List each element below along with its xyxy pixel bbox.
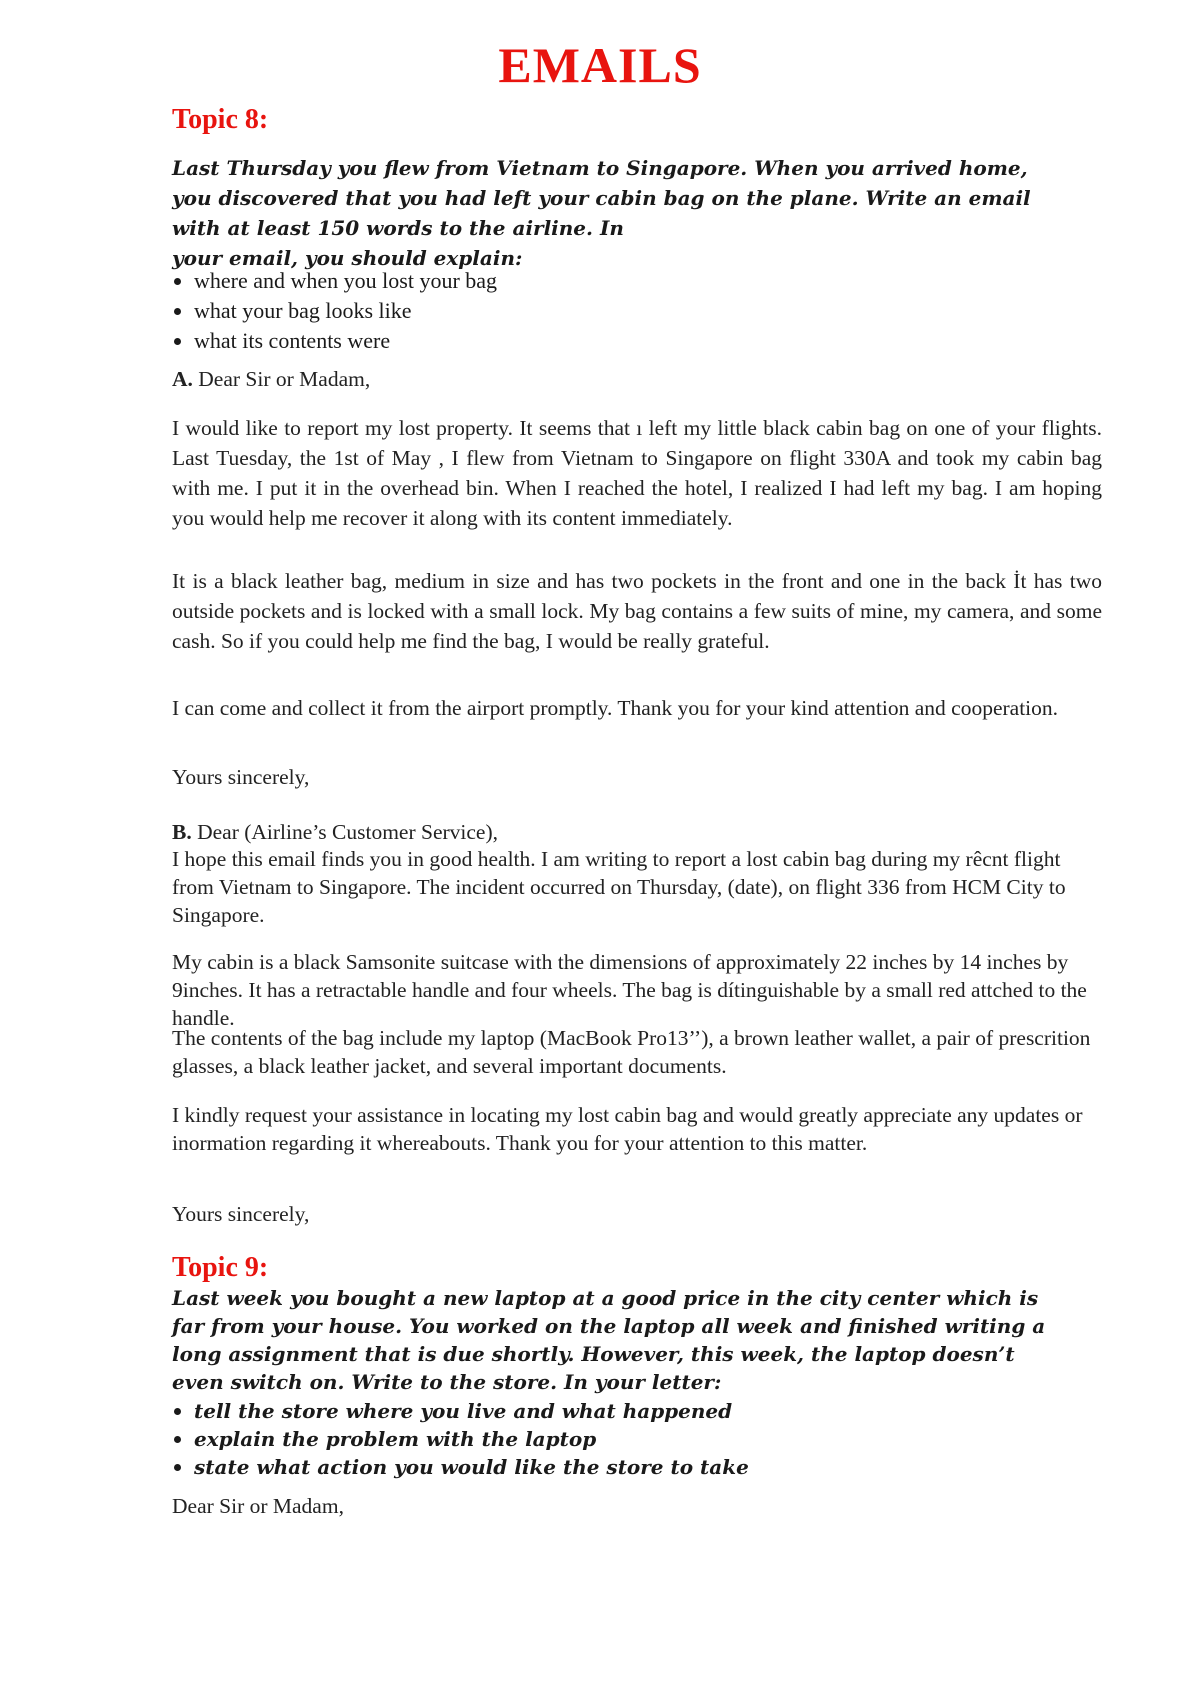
closing: Yours sincerely, — [172, 1202, 310, 1226]
greeting: Dear Sir or Madam, — [172, 1494, 344, 1518]
topic-9-greeting — [172, 1492, 1102, 1520]
topic-8-section — [172, 104, 1102, 136]
paragraph: It is a black leather bag, medium in size and has two pockets in the front and one in the back İt has two outside pockets and is locked with a small lock. My bag contains a few suits of mine, my camera, and some cash. So if you could help me find the bag, I would be really grateful. — [172, 569, 1102, 653]
paragraph: I kindly request your assistance in locating my lost cabin bag and would greatly appreciate any updates or inormation regarding it whereabouts. Thank you for your attention to this matter. — [172, 1103, 1083, 1155]
bullet-icon — [174, 338, 181, 345]
topic-9-prompt — [172, 1284, 1102, 1396]
answer-a-greeting-text: Dear Sir or Madam, — [192, 367, 371, 391]
topic-9-bullets — [172, 1397, 1102, 1481]
paragraph: The contents of the bag include my laptop (MacBook Pro13’’), a brown leather wallet, a pair of prescrition glasses, a black leather jacket, and several important documents. — [172, 1026, 1091, 1078]
answer-a-label: A. — [172, 367, 193, 391]
list-item: what its contents were — [172, 326, 1102, 356]
list-item: tell the store where you live and what happened — [172, 1397, 1102, 1425]
paragraph: I would like to report my lost property. It seems that ı left my little black cabin bag on one of your flights. Last Tuesday, the 1st of May , I flew from Vietnam to Singapore on flight 330A and took my cabin bag with me. I put it in the overhead bin. When I reached the hotel, I realized I had left my bag. I am hoping you would help me recover it along with its content immediately. — [172, 416, 1102, 530]
topic-8-bullets — [172, 266, 1102, 356]
closing: Yours sincerely, — [172, 765, 310, 789]
bullet-icon — [174, 1436, 181, 1443]
bullet-icon — [174, 308, 181, 315]
answer-b-label: B. — [172, 820, 192, 844]
answer-a-greeting — [172, 365, 1102, 393]
paragraph: My cabin is a black Samsonite suitcase with the dimensions of approximately 22 inches by 14 inches by 9inches. It has a retractable handle and four wheels. The bag is dítinguishable by a small red attched to the handle. — [172, 950, 1087, 1030]
answer-b-closing — [172, 1200, 1102, 1228]
document-title: EMAILS — [498, 37, 702, 93]
topic-9-section — [172, 1252, 1102, 1284]
topic-9-heading: Topic 9: — [172, 1252, 269, 1283]
topic-9-prompt-text: Last week you bought a new laptop at a good price in the city center which is far from your house. You worked on the laptop all week and finished writing a long assignment that is due shortly. However, this week, the laptop doesn’t even switch on. Write to the store. In your letter: — [172, 1286, 1046, 1394]
answer-b-paragraph-1 — [172, 845, 1092, 929]
answer-b-paragraph-2 — [172, 948, 1092, 1032]
answer-a-paragraph-2 — [172, 566, 1102, 656]
answer-a-closing — [172, 763, 1102, 791]
topic-8-prompt-line2: your email, you should explain: — [172, 246, 523, 270]
answer-b-greeting-text: Dear (Airline’s Customer Service), — [191, 820, 498, 844]
answer-b-paragraph-4 — [172, 1101, 1092, 1157]
list-item: explain the problem with the laptop — [172, 1425, 1102, 1453]
bullet-icon — [174, 1464, 181, 1471]
topic-8-prompt-text: Last Thursday you flew from Vietnam to Singapore. When you arrived home, you discovered that you had left your cabin bag on the plane. Write an email with at least 150 words to the airline. In — [172, 156, 1031, 240]
paragraph: I hope this email finds you in good health. I am writing to report a lost cabin bag during my rêcnt flight from Vietnam to Singapore. The incident occurred on Thursday, (date), on flight 336 from HCM City to Singapore. — [172, 847, 1066, 927]
paragraph: I can come and collect it from the airport promptly. Thank you for your kind attention and cooperation. — [172, 696, 1059, 720]
list-item: where and when you lost your bag — [172, 266, 1102, 296]
bullet-icon — [174, 1408, 181, 1415]
topic-8-prompt — [172, 153, 1052, 273]
answer-b-paragraph-3 — [172, 1024, 1092, 1080]
answer-b-greeting — [172, 818, 1102, 846]
answer-a-paragraph-1 — [172, 413, 1102, 533]
answer-a-paragraph-3 — [172, 693, 1102, 723]
bullet-icon — [174, 278, 181, 285]
list-item: what your bag looks like — [172, 296, 1102, 326]
topic-8-heading: Topic 8: — [172, 104, 269, 135]
list-item: state what action you would like the store to take — [172, 1453, 1102, 1481]
